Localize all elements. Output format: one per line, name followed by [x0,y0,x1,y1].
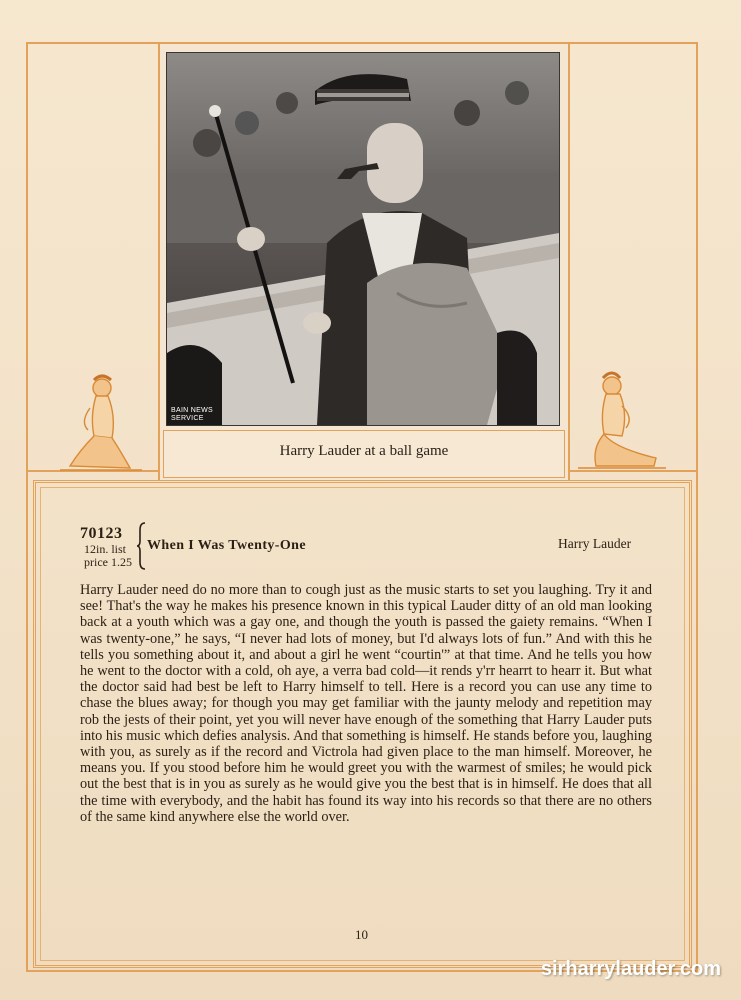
record-number: 70123 [80,525,123,542]
seated-woman-illustration-left [50,366,150,476]
page-number: 10 [355,927,368,942]
harry-lauder-photo [167,53,559,425]
photo-caption: Harry Lauder at a ball game [279,443,449,459]
description-paragraph: Harry Lauder need do no more than to cough just as the music starts to set you laughing. Try it and see! That's the way he makes his presence known in this typical Lauder ditty of an old man looking back at a youth which was a gay one, and though the youth is passed the gaiety remains. “When I was twenty-one,” he says, “I never had lots of money, but I'd always lots of fun.” And with this he tells you something about it, and about a girl he went “courtin'” at that time. And he tells you how he went to the doctor with a cold, oh aye, a verra bad cold—it rends y'rr hearrt to hearr it. But what the doctor said had best be left to Harry himself to tell. Here is a record you can use any time to chase the blues away; for though you may get familiar with the jaunty melody and repetition may rob the jests of their point, yet you will never have enough of the something that Harry Lauder puts into his music which defies analysis. And that something is himself. He stands before you, laughing with you, as surely as if the record and Victrola had given place to the man himself. Moreover, he means you. If you stood before him he would greet you with the warmest of smiles; he would pick out the best that is in you as surely as he would give you the best that is in himself. He does that all the time with everybody, and the habit has found its way into his records so that there are no others of the same kind anywhere else the world over. [80,582,652,825]
record-artist: Harry Lauder [558,536,632,551]
record-title: When I Was Twenty-One [147,538,306,553]
record-price: price 1.25 [84,555,132,569]
watermark: sirharrylauder.com [540,958,721,980]
brace-icon [137,522,147,570]
seated-woman-illustration-right [570,362,670,472]
record-size: 12in. list [84,542,127,556]
photograph [166,52,560,426]
record-description [80,582,652,825]
caption-box [163,430,565,478]
photo-credit-line1: BAIN NEWS [171,407,213,414]
photo-credit-line2: SERVICE [171,415,204,422]
photo-credit [171,407,213,423]
